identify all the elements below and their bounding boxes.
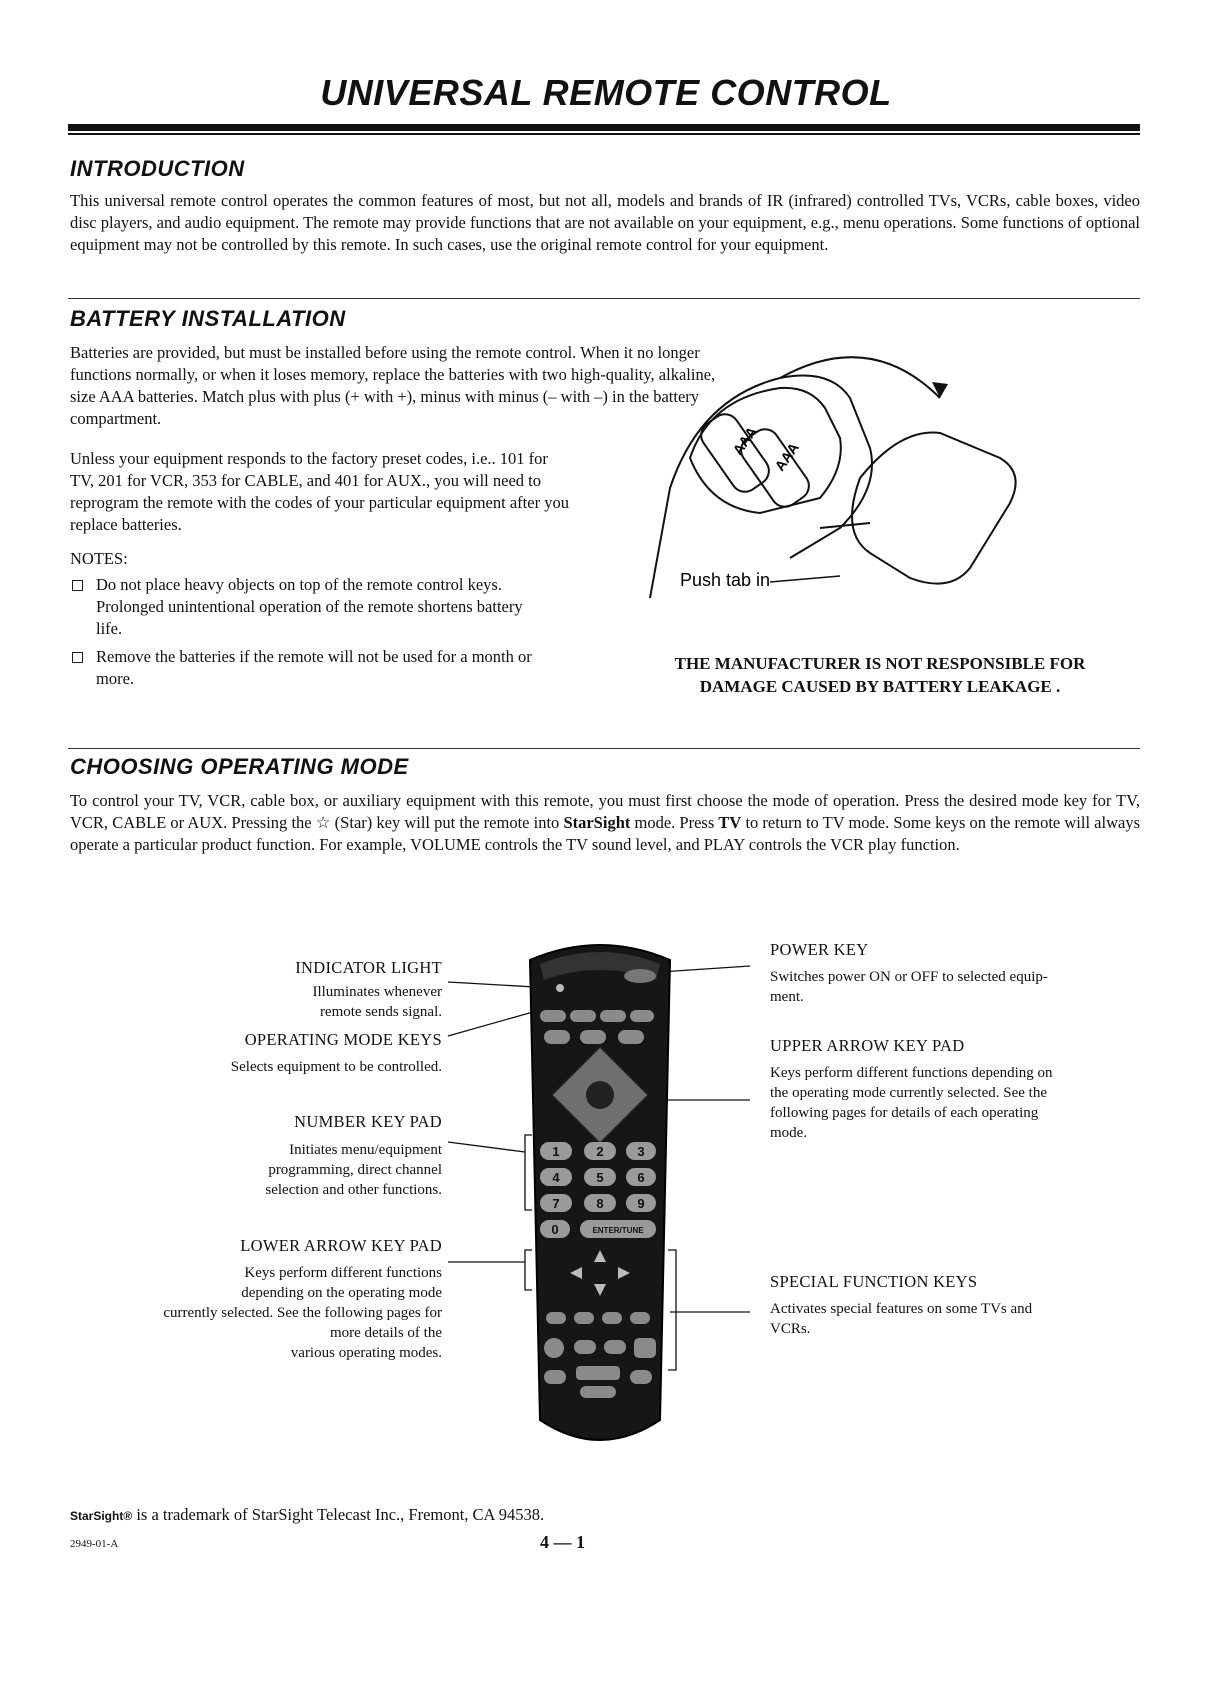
battery-para1: Batteries are provided, but must be installed before using the remote control. When it no longer functions normally, or when it loses memory, replace the batteries with two high-quality, alkaline, size AAA batteries. Match plus with plus (+ with +), minus with minus (– with –) in the battery compartment. (70, 343, 716, 428)
introduction-heading: INTRODUCTION (70, 156, 245, 181)
number-desc: selection and other functions. (265, 1182, 442, 1198)
note-item: Do not place heavy objects on top of the remote control keys. Prolonged unintentional operation of the remote shortens battery life. (70, 574, 550, 640)
trademark-brand: StarSight® (70, 1509, 133, 1523)
push-tab-label: Push tab in (680, 570, 771, 590)
trademark-text: is a trademark of StarSight Telecast Inc., Fremont, CA 94538. (132, 1505, 545, 1524)
number-title: NUMBER KEY PAD (294, 1112, 442, 1131)
power-desc: Switches power ON or OFF to selected equip- (770, 969, 1048, 985)
mode-heading: CHOOSING OPERATING MODE (70, 754, 409, 779)
power-title: POWER KEY (770, 940, 869, 959)
number-key: 3 (637, 1144, 645, 1159)
enter-key: ENTER/TUNE (592, 1226, 644, 1235)
title-rule-thin (68, 133, 1140, 135)
number-key: 6 (637, 1170, 645, 1185)
divider (68, 298, 1140, 299)
warning-line-1: THE MANUFACTURER IS NOT RESPONSIBLE FOR (674, 654, 1086, 673)
number-key: 0 (551, 1222, 559, 1237)
lower-desc: more details of the (329, 1325, 442, 1341)
upper-desc: mode. (770, 1125, 808, 1141)
opmode-title: OPERATING MODE KEYS (244, 1030, 442, 1049)
upper-title: UPPER ARROW KEY PAD (770, 1036, 965, 1055)
number-key: 5 (596, 1170, 604, 1185)
title-rule (68, 124, 1140, 131)
special-desc: VCRs. (770, 1321, 811, 1337)
lower-desc: depending on the operating mode (241, 1285, 442, 1301)
upper-desc: following pages for details of each operating (770, 1105, 1039, 1121)
doc-code: 2949-01-A (70, 1538, 119, 1550)
lower-desc: various operating modes. (290, 1345, 442, 1361)
battery-heading: BATTERY INSTALLATION (70, 306, 346, 331)
divider (68, 748, 1140, 749)
battery-label: AAA (729, 423, 760, 458)
notes-list (70, 574, 550, 690)
number-desc: programming, direct channel (268, 1162, 442, 1178)
number-key: 2 (596, 1144, 604, 1159)
notes-label: NOTES: (70, 549, 128, 568)
indicator-desc: Illuminates whenever (312, 984, 442, 1000)
tv-term: TV (718, 813, 742, 832)
mode-text-part: mode. Press (630, 813, 719, 832)
number-key: 7 (552, 1196, 560, 1211)
trademark-line (70, 1504, 544, 1527)
number-key: 9 (637, 1196, 645, 1211)
introduction-text: This universal remote control operates the common features of most, but not all, models and brands of IR (infrared) controlled TVs, VCRs, cable boxes, video disc players, and audio equipment. The remote may provide functions that are not available on your equipment, e.g., menu operations. Some functions of optional equipment may not be controlled by this remote. In such cases, use the original remote control for your equipment. (70, 191, 1140, 254)
remote-illustration (440, 920, 780, 1480)
lower-desc: Keys perform different functions (244, 1265, 442, 1281)
note-item: Remove the batteries if the remote will not be used for a month or more. (70, 646, 550, 690)
number-key: 1 (552, 1144, 560, 1159)
page-title: UNIVERSAL REMOTE CONTROL (320, 72, 892, 113)
opmode-desc: Selects equipment to be controlled. (230, 1059, 442, 1075)
warning-line-2: DAMAGE CAUSED BY BATTERY LEAKAGE . (699, 677, 1061, 696)
page-number: 4 — 1 (540, 1532, 585, 1552)
starsight-term: StarSight (563, 813, 631, 832)
battery-para2: Unless your equipment responds to the factory preset codes, i.e.. 101 for TV, 201 for VCR, 353 for CABLE, and 401 for AUX., you will need to reprogram the remote with the codes of your particular equipment after you replace batteries. (70, 449, 569, 534)
mode-text (70, 790, 1140, 856)
lower-desc: currently selected. See the following pages for (163, 1305, 442, 1321)
special-title: SPECIAL FUNCTION KEYS (770, 1272, 978, 1291)
mode-text-part: to return to TV mode. Some keys on the remote will always operate a particular product function. For example, VOLUME controls the TV sound level, and PLAY controls the VCR play function. (70, 813, 1141, 854)
battery-label: AAA (771, 439, 802, 474)
power-key-icon (624, 969, 656, 983)
battery-illustration (640, 338, 1120, 598)
power-desc: ment. (770, 989, 804, 1005)
upper-desc: the operating mode currently selected. See the (770, 1085, 1047, 1101)
indicator-desc: remote sends signal. (319, 1004, 442, 1020)
mode-text-part: To control your TV, VCR, cable box, or auxiliary equipment with this remote, you must first choose the mode of operation. Press the desired mode key for TV, VCR, CABLE or AUX. Pressing the ☆ (Star) key will put the remote into (70, 791, 1140, 832)
lower-title: LOWER ARROW KEY PAD (240, 1236, 442, 1255)
number-desc: Initiates menu/equipment (289, 1142, 442, 1158)
special-desc: Activates special features on some TVs and (770, 1301, 1033, 1317)
arrow-head-icon (932, 382, 948, 398)
number-key: 8 (596, 1196, 604, 1211)
upper-desc: Keys perform different functions depending on (770, 1065, 1053, 1081)
indicator-title: INDICATOR LIGHT (295, 958, 442, 977)
number-key: 4 (552, 1170, 560, 1185)
indicator-light-icon (556, 984, 564, 992)
